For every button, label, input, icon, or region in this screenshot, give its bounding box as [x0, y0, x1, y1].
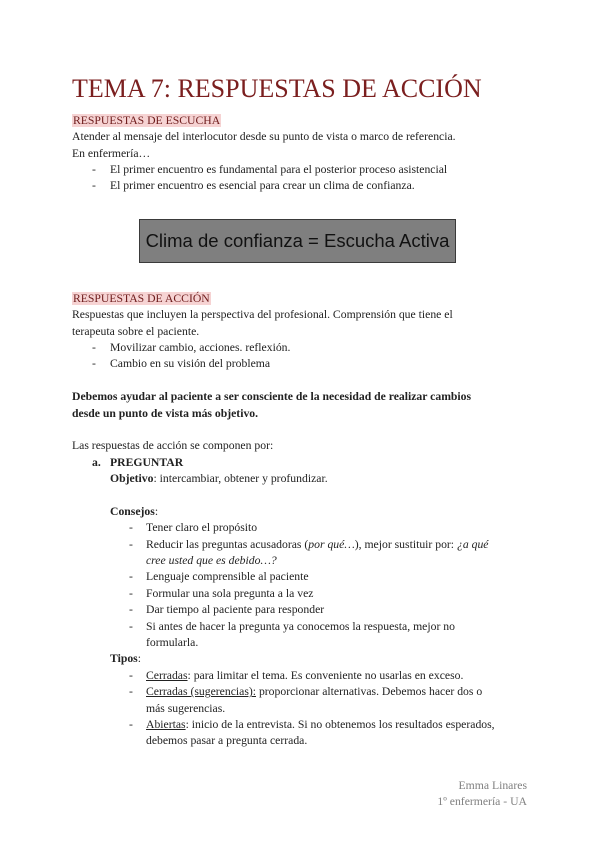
list-item-text: El primer encuentro es fundamental para el posterior proceso asistencial: [110, 162, 448, 176]
objetivo-line: [72, 471, 495, 487]
list-item: [72, 520, 495, 536]
list-item-italic: cree usted que es debido…?: [146, 554, 277, 568]
list-item-text: Reducir las preguntas acusadoras (: [146, 537, 309, 551]
list-item: [72, 684, 495, 700]
list-item-text: Si antes de hacer la pregunta ya conocemos la respuesta, mejor no: [146, 619, 455, 633]
list-item-text: proporcionar alternativas. Debemos hacer dos o: [256, 685, 483, 699]
list-marker: -: [129, 537, 133, 551]
list-marker: -: [129, 521, 133, 535]
page-footer: [437, 778, 527, 811]
section-heading-line: [72, 113, 456, 129]
list-marker: -: [129, 668, 133, 682]
list-item-text: Formular una sola pregunta a la vez: [146, 586, 314, 600]
list-marker: -: [129, 586, 133, 600]
section-heading-line: [72, 291, 495, 307]
emphasis-line: desde un punto de vista más objetivo.: [72, 406, 259, 420]
consejos-heading: [72, 504, 495, 520]
list-item-italic: por qué…: [308, 537, 355, 551]
section-heading-accion: RESPUESTAS DE ACCIÓN: [73, 291, 210, 305]
list-marker: -: [92, 179, 96, 193]
list-item-text: Cambio en su visión del problema: [110, 357, 271, 371]
list-item-text: Dar tiempo al paciente para responder: [146, 603, 325, 617]
list-item: [72, 356, 495, 372]
section-heading-escucha: RESPUESTAS DE ESCUCHA: [73, 113, 221, 127]
list-item: [72, 602, 495, 618]
paragraph-line: En enfermería…: [72, 146, 151, 160]
paragraph-line: Atender al mensaje del interlocutor desde su punto de vista o marco de referencia.: [72, 130, 456, 144]
list-item-text: más sugerencias.: [146, 701, 226, 715]
tipos-heading: [72, 651, 495, 667]
subsection-marker: a.: [92, 455, 101, 469]
colon: :: [137, 652, 141, 666]
list-item-italic: ¿a qué: [456, 537, 489, 551]
list-item-continuation: [72, 553, 495, 569]
colon: :: [154, 504, 159, 518]
list-item-continuation: [72, 733, 495, 749]
emphasis-line: Debemos ayudar al paciente a ser consciente de la necesidad de realizar cambios: [72, 390, 472, 404]
list-item-text: Movilizar cambio, acciones. reflexión.: [110, 340, 291, 354]
list-item: [72, 586, 495, 602]
objetivo-text: : intercambiar, obtener y profundizar.: [153, 472, 328, 486]
section-accion: [72, 291, 495, 750]
tipo-label: Cerradas: [146, 668, 188, 682]
list-item-text: formularla.: [146, 636, 199, 649]
list-item-continuation: [72, 635, 495, 651]
section-escucha: [72, 113, 456, 195]
list-item: [72, 668, 495, 684]
list-item: [72, 162, 456, 178]
list-item: [72, 717, 495, 733]
footer-course: 1º enfermería - UA: [437, 795, 527, 809]
spacer: [72, 487, 495, 503]
spacer: [72, 373, 495, 389]
list-item-text: Lenguaje comprensible al paciente: [146, 570, 309, 584]
list-item: [72, 340, 495, 356]
list-item-text: debemos pasar a pregunta cerrada.: [146, 734, 308, 748]
list-item-text: : inicio de la entrevista. Si no obtenemos los resultados esperados,: [185, 717, 495, 731]
list-item: [72, 178, 456, 194]
list-marker: -: [129, 603, 133, 617]
intro-line: Las respuestas de acción se componen por:: [72, 439, 274, 453]
paragraph-line: Respuestas que incluyen la perspectiva del profesional. Comprensión que tiene el: [72, 308, 453, 322]
callout-text: Clima de confianza = Escucha Activa: [145, 230, 450, 251]
list-item-text: : para limitar el tema. Es conveniente no usarlas en exceso.: [187, 668, 464, 682]
spacer: [72, 422, 495, 438]
list-item-text: Tener claro el propósito: [146, 521, 258, 535]
list-item-text: ), mejor sustituir por:: [354, 537, 457, 551]
list-marker: -: [129, 685, 133, 699]
subsection-preguntar: [72, 455, 495, 471]
list-marker: -: [92, 162, 96, 176]
page-title: TEMA 7: RESPUESTAS DE ACCIÓN: [72, 74, 482, 103]
list-item: [72, 569, 495, 585]
list-item: [72, 537, 495, 553]
footer-author: Emma Linares: [458, 779, 527, 792]
objetivo-label: Objetivo: [110, 472, 154, 486]
subsection-title: PREGUNTAR: [110, 455, 184, 469]
list-item-text: El primer encuentro es esencial para crear un clima de confianza.: [110, 179, 415, 193]
tipos-label: Tipos: [110, 652, 138, 666]
list-marker: -: [92, 357, 96, 371]
tipo-label: Abiertas: [146, 717, 186, 731]
list-marker: -: [129, 619, 133, 633]
callout-box: [139, 219, 456, 263]
paragraph-line: terapeuta sobre el paciente.: [72, 324, 200, 338]
list-marker: -: [129, 570, 133, 584]
list-item-continuation: [72, 701, 495, 717]
tipo-label: Cerradas (sugerencias):: [146, 685, 257, 699]
list-item: [72, 619, 495, 635]
list-marker: -: [92, 340, 96, 354]
consejos-label: Consejos: [110, 504, 155, 518]
list-marker: -: [129, 717, 133, 731]
